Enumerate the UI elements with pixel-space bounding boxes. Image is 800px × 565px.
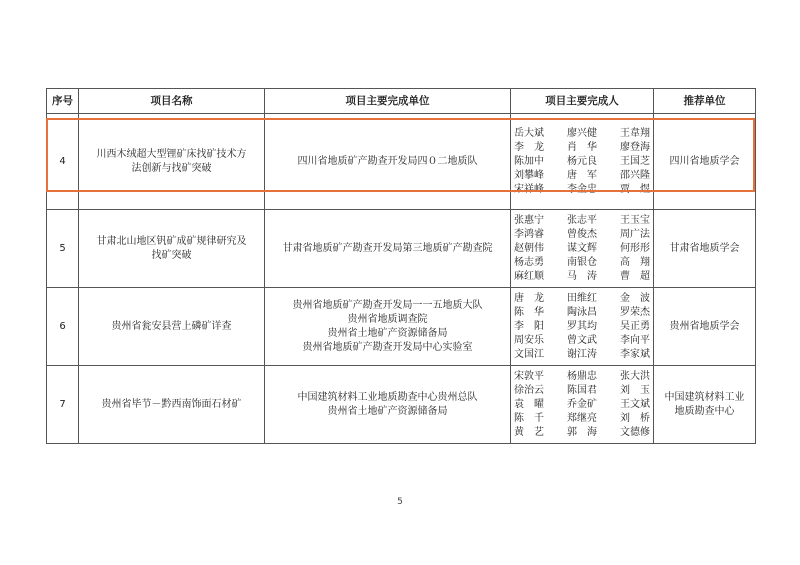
- project-name-line: 找矿突破: [151, 249, 192, 261]
- people-line: [514, 183, 650, 197]
- project-name-line: 川西木绒超大型锂矿床找矿技术方: [96, 148, 247, 160]
- people-cell: [511, 288, 654, 366]
- person-name: 刘攀峰: [514, 169, 544, 181]
- person-name: 李 阳: [514, 320, 544, 332]
- person-name: 罗其均: [567, 320, 597, 332]
- recommender-cell: [654, 210, 756, 288]
- person-name: 陈 千: [514, 412, 544, 424]
- project-name-cell: [79, 366, 265, 444]
- person-name: 陈 华: [514, 306, 544, 318]
- header-people: 项目主要完成人: [511, 89, 654, 114]
- unit-line: 四川省地质矿产勘查开发局四０二地质队: [297, 155, 478, 167]
- header-no: 序号: [47, 89, 79, 114]
- unit-line: 贵州省土地矿产资源储备局: [327, 327, 448, 339]
- unit-line: 中国建筑材料工业地质勘查中心贵州总队: [297, 391, 478, 403]
- project-name-cell: [79, 114, 265, 210]
- people-line: [514, 398, 650, 412]
- people-line: [514, 292, 650, 306]
- person-name: 高 翔: [620, 256, 650, 268]
- project-name-line: 甘肃北山地区钒矿成矿规律研究及: [96, 235, 247, 247]
- people-line: [514, 214, 650, 228]
- person-name: 王文斌: [620, 398, 650, 410]
- people-line: [514, 412, 650, 426]
- person-name: 田维红: [567, 292, 597, 304]
- people-line: [514, 334, 650, 348]
- person-name: 唐 军: [567, 169, 597, 181]
- person-name: 肖 华: [567, 141, 597, 153]
- person-name: 麻红顺: [514, 270, 544, 282]
- project-name-line: 贵州省瓮安县营上磷矿详查: [111, 320, 232, 332]
- table-row: [47, 210, 756, 288]
- people-line: [514, 169, 650, 183]
- units-cell: [265, 366, 511, 444]
- recommender-line: 地质勘查中心: [674, 405, 735, 417]
- person-name: 李鸿睿: [514, 228, 544, 240]
- people-line: [514, 426, 650, 440]
- person-name: 陈加中: [514, 155, 544, 167]
- table-header-row: [47, 89, 756, 114]
- person-name: 张惠宁: [514, 214, 544, 226]
- people-line: [514, 270, 650, 284]
- recommender-cell: [654, 114, 756, 210]
- recommender-line: 甘肃省地质学会: [669, 242, 740, 254]
- row-number: 7: [47, 366, 79, 444]
- units-cell: [265, 114, 511, 210]
- table-row: [47, 114, 756, 210]
- unit-line: 贵州省土地矿产资源储备局: [327, 405, 448, 417]
- person-name: 唐 龙: [514, 292, 544, 304]
- people-line: [514, 228, 650, 242]
- person-name: 文国江: [514, 348, 544, 360]
- person-name: 杨元良: [567, 155, 597, 167]
- recommender-cell: [654, 288, 756, 366]
- units-cell: [265, 210, 511, 288]
- units-cell: [265, 288, 511, 366]
- person-name: 谢江涛: [567, 348, 597, 360]
- person-name: 郑继亮: [567, 412, 597, 424]
- person-name: 廖兴健: [567, 127, 597, 139]
- header-recommender: 推荐单位: [654, 89, 756, 114]
- page-number: 5: [397, 497, 403, 507]
- people-cell: [511, 366, 654, 444]
- recommender-line: 中国建筑材料工业: [664, 391, 745, 403]
- row-number: 5: [47, 210, 79, 288]
- unit-line: 甘肃省地质矿产勘查开发局第三地质矿产勘查院: [282, 242, 493, 254]
- person-name: 文德修: [620, 426, 650, 438]
- person-name: 陈国君: [567, 384, 597, 396]
- person-name: 袁 曜: [514, 398, 544, 410]
- row-number: 6: [47, 288, 79, 366]
- person-name: 何形形: [620, 242, 650, 254]
- recommender-cell: [654, 366, 756, 444]
- people-line: [514, 127, 650, 141]
- person-name: 郭 海: [567, 426, 597, 438]
- people-line: [514, 384, 650, 398]
- person-name: 杨鼎忠: [567, 370, 597, 382]
- table-row: [47, 366, 756, 444]
- person-name: 王国芝: [620, 155, 650, 167]
- people-line: [514, 348, 650, 362]
- person-name: 邵兴隆: [620, 169, 650, 181]
- person-name: 宋祥峰: [514, 183, 544, 195]
- people-line: [514, 306, 650, 320]
- project-name-line: 贵州省毕节－黔西南饰面石材矿: [101, 398, 242, 410]
- people-cell: [511, 210, 654, 288]
- person-name: 刘 桥: [620, 412, 650, 424]
- people-line: [514, 141, 650, 155]
- header-project-name: 项目名称: [79, 89, 265, 114]
- person-name: 贾 煜: [620, 183, 650, 195]
- person-name: 宋敦平: [514, 370, 544, 382]
- person-name: 张大洪: [620, 370, 650, 382]
- project-name-cell: [79, 210, 265, 288]
- person-name: 王玉宝: [620, 214, 650, 226]
- person-name: 徐治云: [514, 384, 544, 396]
- person-name: 刘 玉: [620, 384, 650, 396]
- person-name: 李家斌: [620, 348, 650, 360]
- table-row: [47, 288, 756, 366]
- person-name: 廖登海: [620, 141, 650, 153]
- people-line: [514, 370, 650, 384]
- people-cell: [511, 114, 654, 210]
- person-name: 南银仓: [567, 256, 597, 268]
- person-name: 金 波: [620, 292, 650, 304]
- person-name: 张志平: [567, 214, 597, 226]
- person-name: 吴正勇: [620, 320, 650, 332]
- recommender-line: 四川省地质学会: [669, 155, 740, 167]
- unit-line: 贵州省地质矿产勘查开发局一一五地质大队: [292, 299, 483, 311]
- recommender-line: 贵州省地质学会: [669, 320, 740, 332]
- person-name: 马 涛: [567, 270, 597, 282]
- people-line: [514, 256, 650, 270]
- person-name: 陶泳昌: [567, 306, 597, 318]
- person-name: 岳大斌: [514, 127, 544, 139]
- person-name: 王韋翔: [620, 127, 650, 139]
- person-name: 李向平: [620, 334, 650, 346]
- person-name: 周广法: [620, 228, 650, 240]
- project-name-cell: [79, 288, 265, 366]
- person-name: 曾俊杰: [567, 228, 597, 240]
- person-name: 李金忠: [567, 183, 597, 195]
- project-name-line: 法创新与找矿突破: [131, 162, 212, 174]
- people-line: [514, 320, 650, 334]
- person-name: 乔金矿: [567, 398, 597, 410]
- awards-table: [46, 88, 756, 444]
- person-name: 李 龙: [514, 141, 544, 153]
- unit-line: 贵州省地质调查院: [347, 313, 428, 325]
- person-name: 杨志勇: [514, 256, 544, 268]
- unit-line: 贵州省地质矿产勘查开发局中心实验室: [302, 341, 473, 353]
- person-name: 赵朝伟: [514, 242, 544, 254]
- people-line: [514, 242, 650, 256]
- person-name: 曹 超: [620, 270, 650, 282]
- person-name: 周安乐: [514, 334, 544, 346]
- row-number: 4: [47, 114, 79, 210]
- person-name: 黄 艺: [514, 426, 544, 438]
- people-line: [514, 155, 650, 169]
- person-name: 曾文武: [567, 334, 597, 346]
- header-units: 项目主要完成单位: [265, 89, 511, 114]
- person-name: 罗荣杰: [620, 306, 650, 318]
- person-name: 谋文辉: [567, 242, 597, 254]
